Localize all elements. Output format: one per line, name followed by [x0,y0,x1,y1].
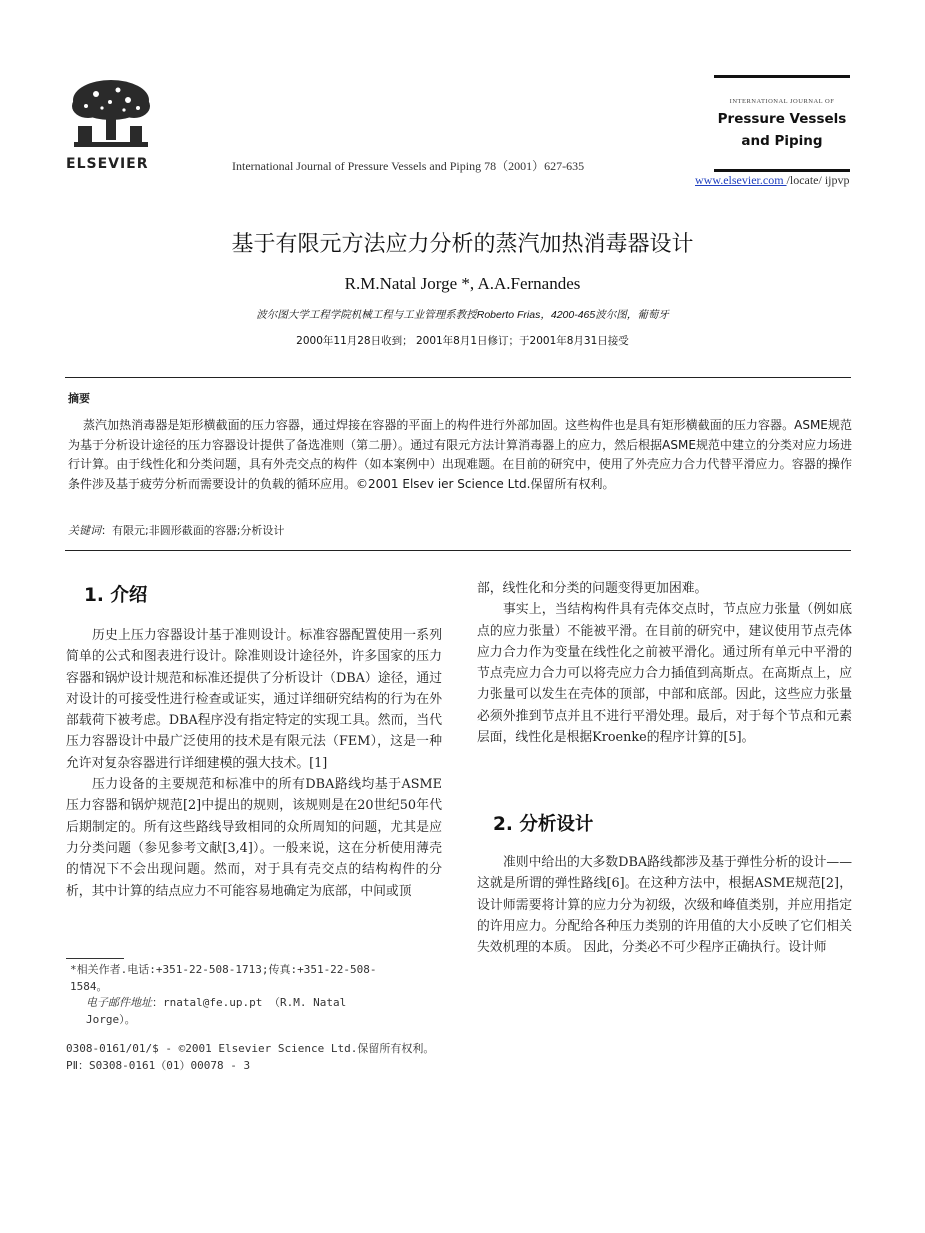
right-column-bottom [477,852,852,958]
footnote-email-label: 电子邮件地址 [86,996,152,1009]
section-2-heading: 2. 分析设计 [493,814,594,835]
publisher-logo-text: ELSEVIER [66,156,149,172]
journal-citation: International Journal of Pressure Vessels and Piping 78（2001）627-635 [232,159,585,173]
abstract-heading: 摘要 [68,392,90,405]
journal-title-box [714,75,850,172]
footnote-line-2: 1584。 [70,979,108,993]
abstract-body: 蒸汽加热消毒器是矩形横截面的压力容器，通过焊接在容器的平面上的构件进行外部加固。这些构件也是具有矩形横截面的压力容器。ASME规范为基于分析设计途径的压力容器设计提供了备选准则（第二册）。通过有限元方法计算消毒器上的应力，然后根据ASME规范中建立的分类对应力场进行计算。由于线性化和分类问题，具有外壳交点的构件（如本案例中）出现难题。在目前的研究中，使用了外壳应力合力代替平滑应力。容器的操作条件涉及基于疲劳分析而需要设计的负载的循环应用。©2001 Elsev ier Science Ltd.保留所有权利。 [68,418,852,491]
journal-url-link[interactable]: www.elsevier.com [695,173,787,187]
journal-box-small-text: INTERNATIONAL JOURNAL OF [729,98,835,105]
article-dates: 2000年11月28日收到； 2001年8月1日修订；于2001年8月31日接受 [296,335,629,347]
footnote-line-4: Jorge）。 [86,1012,136,1026]
divider-bottom [65,550,851,551]
footnote-rule [66,958,124,959]
keywords [68,522,284,538]
copyright-block [66,1041,434,1074]
footnote [70,962,450,1028]
right-paragraph-2: 事实上，当结构构件具有壳体交点时，节点应力张量（例如底点的应力张量）不能被平滑。在目前的研究中，建议使用节点壳体应力合力作为变量在线性化之前被平滑化。通过所有单元中平滑的节点壳应力合力可以将壳应力合力插值到高斯点。在高斯点上，应力张量可以发生在壳体的顶部，中部和底部。因此，这些应力张量必须外推到节点并且不进行平滑处理。最后，对于每个节点和元素层面，线性化是根据Kroenke的程序计算的[5]。 [477,602,852,746]
footnote-email [70,995,450,1012]
article-authors: R.M.Natal Jorge *, A.A.Fernandes [344,274,581,293]
journal-box-title [714,108,850,152]
section-1-heading: 1. 介绍 [84,585,148,606]
right-paragraph-continuation: 部，线性化和分类的问题变得更加困难。 [477,581,708,596]
section-1-paragraph-1: 历史上压力容器设计基于准则设计。标准容器配置使用一系列简单的公式和图表进行设计。除准则设计途径外，许多国家的压力容器和锅炉设计规范和标准还提供了分析设计（DBA）途径，通过对设计的可接受性进行检查或证实，通过详细研究结构的行为在外部载荷下被考虑。DBA程序没有指定特定的实现工具。然而，当代压力容器设计中最广泛使用的技术是有限元法（FEM），这是一种允许对复杂容器进行详细建模的强大技术。[1] [66,628,442,771]
journal-box-line2: and Piping [741,133,823,149]
keywords-text: ：有限元;非圆形截面的容器;分析设计 [101,524,285,537]
article-title: 基于有限元方法应力分析的蒸汽加热消毒器设计 [231,232,694,257]
divider-top [65,377,851,378]
elsevier-logo [66,76,162,172]
section-2-paragraph-1: 准则中给出的大多数DBA路线都涉及基于弹性分析的设计——这就是所谓的弹性路线[6]。在这种方法中，根据ASME规范[2]，设计师需要将计算的应力分为初级，次级和峰值类别，并应用指定的许用应力。分配给各种压力类别的许用值的大小反映了它们相关失效机理的本质。 因此，分类必不可少程序正确执行。设计师 [477,855,852,956]
section-1-paragraph-2: 压力设备的主要规范和标准中的所有DBA路线均基于ASME压力容器和锅炉规范[2]中提出的规则，该规则是在20世纪50年代后期制定的。所有这些路线导致相同的众所周知的问题，尤其是应力分类问题（参见参考文献[3,4]）。一般来说，这在分析使用薄壳的情况下不会出现问题。然而，对于具有壳交点的结构构件的分析，其中计算的结点应力不可能容易地确定为底部，中间或顶 [66,777,442,899]
journal-box-line1: Pressure Vessels [717,111,847,127]
article-affiliation: 波尔图大学工程学院机械工程与工业管理系教授Roberto Frias，4200-465波尔图，葡萄牙 [256,309,669,321]
left-column [66,625,442,902]
keywords-label: 关键词 [68,524,101,537]
journal-url [695,173,850,188]
copyright-line-1: 0308-0161/01/$ - ©2001 Elsevier Science Ltd.保留所有权利。 [66,1042,435,1055]
footnote-email-address[interactable]: ：rnatal@fe.up.pt （R.M. Natal [152,996,347,1009]
copyright-line-2: PⅡ：S0308-0161（01）00078 - 3 [66,1058,251,1072]
tree-icon [66,76,156,154]
footnote-line-1: *相关作者.电话:+351-22-508-1713;传真:+351-22-508- [70,963,377,976]
right-column-top [477,578,852,748]
journal-url-path: /locate/ ijpvp [786,173,850,187]
